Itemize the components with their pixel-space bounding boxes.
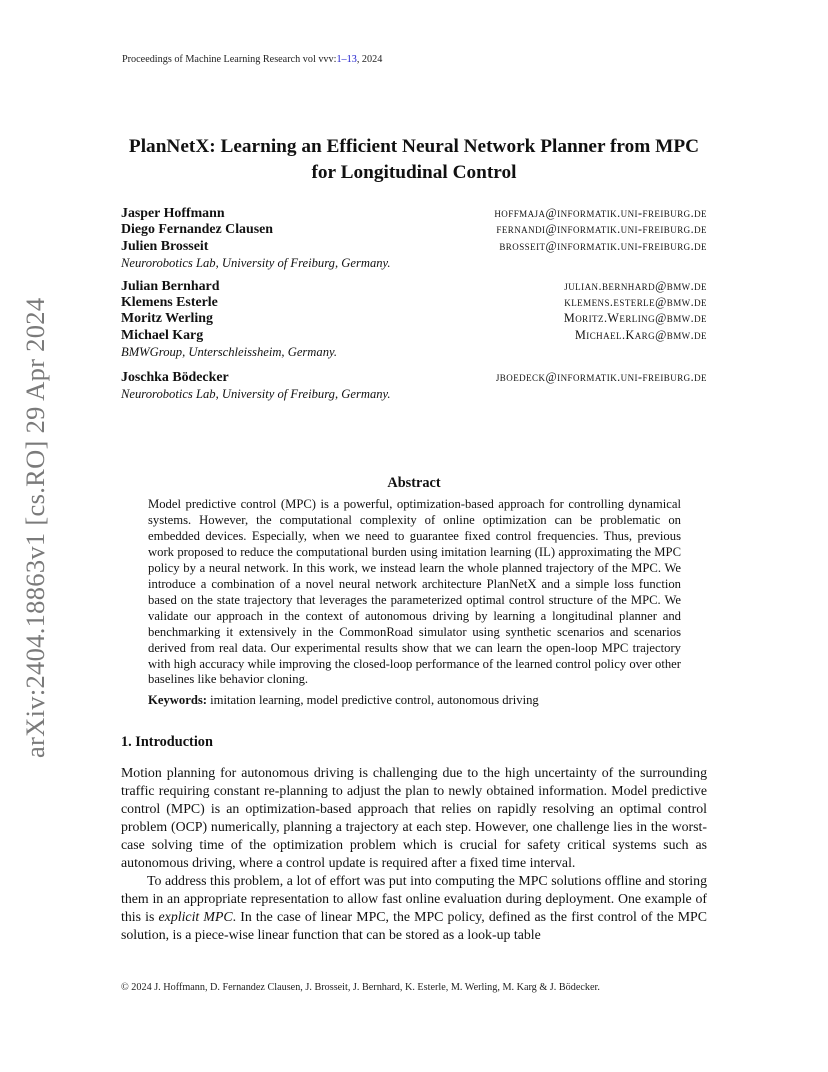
intro-paragraph-1: Motion planning for autonomous driving is challenging due to the high uncertainty of the surrounding traffic requiring constant re-planning to adjust the plan to newly obtained information. Model predictive control (MPC) is an optimization-based approach that relies on rapidly resolving an optimal control problem (OCP) numerically, planning a trajectory at each step. However, one challenge lies in the worst-case solving time of the optimization problem which is crucial for safety critical systems such as autonomous driving, where a control update is required after a fixed time interval. (121, 765, 707, 871)
author-entry (121, 328, 707, 344)
author-name: Diego Fernandez Clausen (121, 222, 274, 238)
introduction-body (121, 764, 707, 944)
author-block (121, 206, 707, 403)
author-group (121, 370, 707, 403)
author-name: Julian Bernhard (121, 278, 220, 294)
keywords-label: Keywords: (148, 693, 207, 707)
intro-p2-text-cont: . In the case of linear MPC, the MPC policy, defined as the first control of the MPC solution, is a piece-wise linear function that can be stored as a look-up table (121, 909, 707, 943)
keywords-line (148, 693, 681, 708)
paper-title (100, 134, 728, 186)
author-email[interactable]: Moritz.Werling@bmw.de (563, 311, 707, 326)
author-email[interactable]: Michael.Karg@bmw.de (575, 327, 707, 342)
author-entry (121, 239, 707, 255)
venue-text: Proceedings of Machine Learning Research vol vvv: (122, 54, 337, 65)
author-affiliation: Neurorobotics Lab, University of Freiburg, Germany. (121, 255, 391, 270)
copyright-footer: © 2024 J. Hoffmann, D. Fernandez Clausen, J. Brosseit, J. Bernhard, K. Esterle, M. Werling, M. Karg & J. Bödecker. (121, 982, 600, 993)
title-line-2: for Longitudinal Control (311, 162, 517, 183)
intro-p2-text: To address this problem, a lot of effort was put into computing the MPC solutions offline and storing them in an appropriate representation to allow fast online evaluation during deployment. One example of this is (121, 873, 707, 925)
author-entry (121, 222, 707, 238)
venue-year: , 2024 (356, 54, 383, 65)
author-email[interactable]: hoffmaja@informatik.uni-freiburg.de (494, 206, 707, 220)
author-email[interactable]: fernandi@informatik.uni-freiburg.de (496, 222, 707, 237)
abstract-text: Model predictive control (MPC) is a powerful, optimization-based approach for controlling dynamical systems. However, the computational complexity of online optimization can be problematic on embedded devices. Especially, when we need to guarantee fixed control frequencies. Thus, previous work proposed to reduce the computational burden using imitation learning (IL) approximating the MPC policy by a neural network. In this work, we instead learn the whole planned trajectory of the MPC. We introduce a combination of a novel neural network architecture PlanNetX and a simple loss function based on the state trajectory that leverages the parameterized optimal control structure of the MPC. We validate our approach in the context of autonomous driving by learning a longitudinal planner and benchmarking it extensively in the CommonRoad simulator using synthetic scenarios and scenarios derived from real data. Our experimental results show that we can learn the open-loop MPC trajectory with high accuracy while improving the closed-loop performance of the learned control policy over other baselines like behavior cloning. (148, 497, 681, 687)
author-name: Julien Brosseit (121, 238, 209, 254)
author-affiliation: BMWGroup, Unterschleissheim, Germany. (121, 345, 338, 360)
author-name: Jasper Hoffmann (121, 206, 225, 221)
author-group (121, 279, 707, 361)
author-name: Michael Karg (121, 327, 204, 343)
arxiv-identifier-stamp: arXiv:2404.18863v1 [cs.RO] 29 Apr 2024 (20, 297, 50, 758)
abstract-heading: Abstract (387, 475, 441, 491)
author-name: Klemens Esterle (121, 295, 218, 311)
author-email[interactable]: klemens.esterle@bmw.de (564, 295, 707, 310)
author-entry (121, 206, 707, 222)
author-email[interactable]: jboedeck@informatik.uni-freiburg.de (495, 370, 707, 385)
author-email[interactable]: julian.bernhard@bmw.de (564, 278, 707, 293)
author-entry (121, 311, 707, 327)
running-header (122, 54, 382, 65)
author-entry (121, 370, 707, 386)
author-affiliation: Neurorobotics Lab, University of Freiburg, Germany. (121, 387, 391, 402)
page-range-link[interactable]: 1–13 (336, 54, 357, 65)
author-entry (121, 279, 707, 295)
author-name: Joschka Bödecker (121, 370, 229, 386)
author-name: Moritz Werling (121, 311, 213, 327)
intro-paragraph-2 (121, 872, 707, 944)
author-entry (121, 295, 707, 311)
section-heading-introduction: 1. Introduction (121, 734, 213, 750)
author-email[interactable]: brosseit@informatik.uni-freiburg.de (499, 238, 707, 253)
author-group (121, 206, 707, 272)
title-line-1: PlanNetX: Learning an Efficient Neural Network Planner from MPC (128, 136, 700, 157)
intro-p2-emphasis: explicit MPC (158, 909, 233, 925)
keywords-list: imitation learning, model predictive control, autonomous driving (206, 693, 539, 707)
